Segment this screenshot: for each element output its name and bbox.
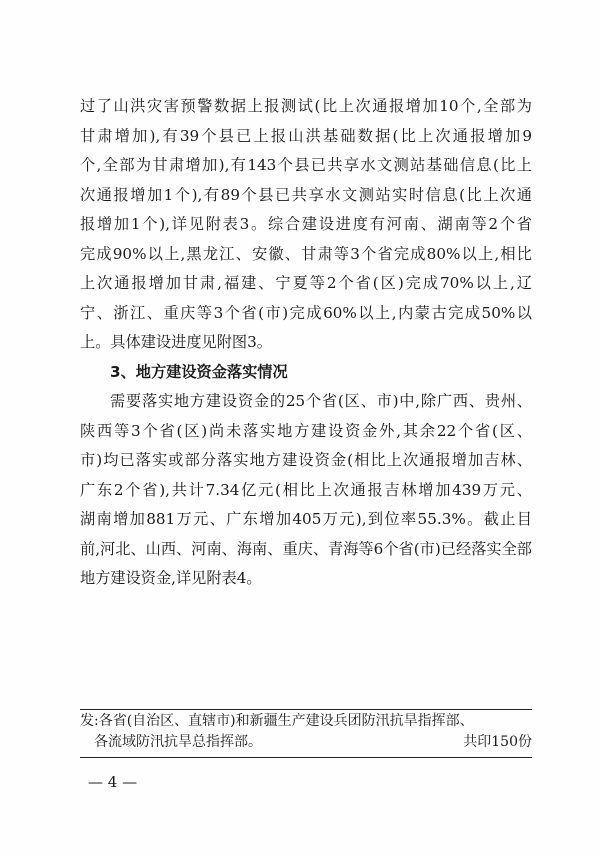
distribution-recipients: 各流域防汛抗旱总指挥部。 bbox=[94, 734, 262, 750]
paragraph-2-line: 地方建设资金,详见附表4。 bbox=[80, 569, 262, 587]
distribution-bottom-rule bbox=[80, 757, 532, 758]
paragraph-1-line: 上。具体建设进度见附图3。 bbox=[80, 333, 272, 351]
paragraph-2-line: 广东2个省),共计7.34亿元(相比上次通报吉林增加439万元、 bbox=[80, 480, 532, 499]
paragraph-1-line: 报增加1个),详见附表3。综合建设进度有河南、湖南等2个省 bbox=[80, 215, 532, 233]
distribution-line-2 bbox=[80, 732, 532, 753]
print-copies: 共印150份 bbox=[463, 734, 532, 750]
distribution-top-rule bbox=[80, 709, 532, 710]
paragraph-1-line: 甘肃增加),有39个县已上报山洪基础数据(比上次通报增加9 bbox=[80, 126, 532, 145]
distribution-line-1: 发:各省(自治区、直辖市)和新疆生产建设兵团防汛抗旱指挥部、 bbox=[80, 713, 474, 729]
distribution-list bbox=[80, 711, 532, 753]
section-heading: 3、地方建设资金落实情况 bbox=[110, 362, 288, 381]
paragraph-1-line: 完成90%以上,黑龙江、安徽、甘肃等3个省完成80%以上,相比 bbox=[80, 244, 532, 263]
paragraph-1-line: 个,全部为甘肃增加),有143个县已共享水文测站基础信息(比上 bbox=[80, 156, 532, 174]
paragraph-2-line: 市)均已落实或部分落实地方建设资金(相比上次通报增加吉林、 bbox=[80, 451, 532, 469]
paragraph-1-line: 宁、浙江、重庆等3个省(市)完成60%以上,内蒙古完成50%以 bbox=[80, 303, 532, 322]
paragraph-2-line: 需要落实地方建设资金的25个省(区、市)中,除广西、贵州、 bbox=[110, 392, 532, 410]
paragraph-1-line: 上次通报增加甘肃,福建、宁夏等2个省(区)完成70%以上,辽 bbox=[80, 274, 532, 292]
page-number: — 4 — bbox=[88, 773, 138, 791]
paragraph-2-line: 陕西等3个省(区)尚未落实地方建设资金外,其余22个省(区、 bbox=[80, 421, 532, 440]
paragraph-2-line: 前,河北、山西、河南、海南、重庆、青海等6个省(市)已经落实全部 bbox=[80, 539, 532, 558]
paragraph-1-line: 过了山洪灾害预警数据上报测试(比上次通报增加10个,全部为 bbox=[80, 97, 532, 115]
paragraph-2-line: 湖南增加881万元、广东增加405万元),到位率55.3%。截止目 bbox=[80, 510, 532, 528]
body-text bbox=[80, 92, 532, 594]
paragraph-1-line: 次通报增加1个),有89个县已共享水文测站实时信息(比上次通 bbox=[80, 185, 532, 204]
